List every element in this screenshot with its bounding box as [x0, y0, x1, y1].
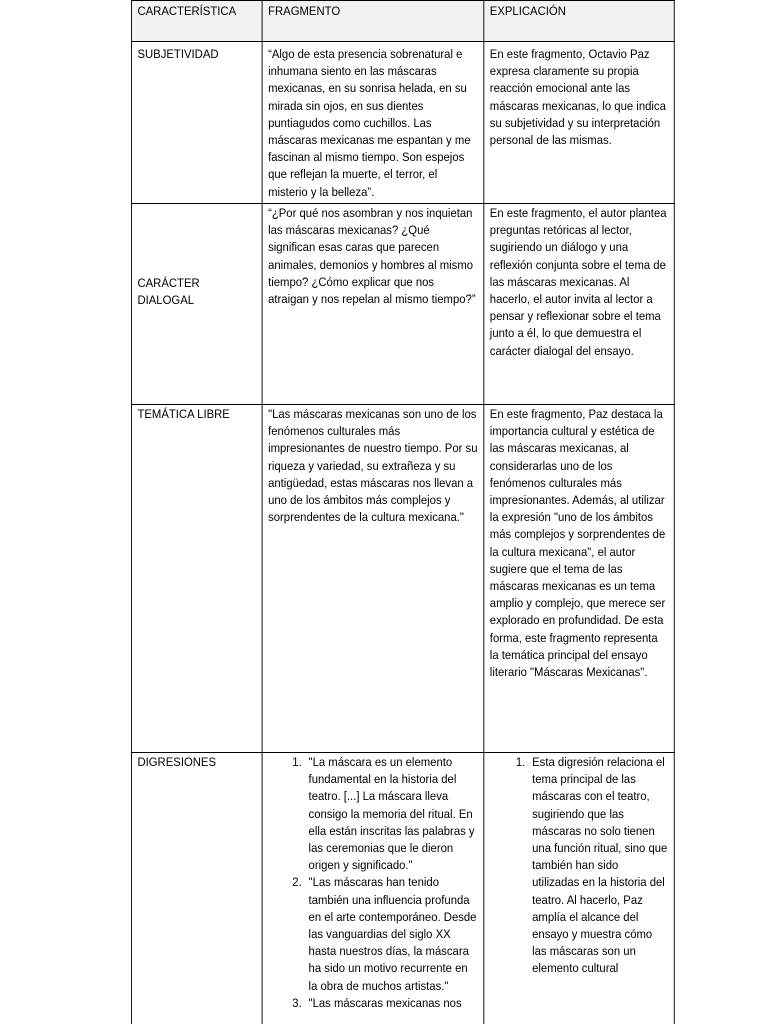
row-characteristic: TEMÁTICA LIBRE	[131, 405, 262, 753]
row-characteristic	[131, 204, 262, 405]
row-fragment: “¿Por qué nos asombran y nos inquietan las máscaras mexicanas? ¿Qué significan esas caras que parecen animales, demonios y hombres al mismo tiempo? ¿Cómo explicar que nos atraigan y nos repelan al mismo tiempo?”	[262, 204, 484, 405]
digression-fragment-list	[268, 754, 478, 1012]
row-explanation: En este fragmento, Paz destaca la importancia cultural y estética de las máscaras mexicanas, al considerarlas uno de los fenómenos culturales más impresionantes. Además, al utilizar la expresión "uno de los ámbitos más complejos y sorprendentes de la cultura mexicana", el autor sugiere que el tema de las máscaras mexicanas es un tema amplio y complejo, que merece ser explorado en profundidad. De esta forma, este fragmento representa la temática principal del ensayo literario "Máscaras Mexicanas".	[484, 405, 674, 753]
row-fragment: “Algo de esta presencia sobrenatural e inhumana siento en las máscaras mexicanas, en su sonrisa helada, en su mirada sin ojos, en sus dientes puntiagudos como cuchillos. Las máscaras mexicanas me espantan y me fascinan al mismo tiempo. Son espejos que reflejan la muerte, el terror, el misterio y la belleza”.	[262, 42, 484, 204]
table-row	[131, 753, 674, 1024]
list-item: 3. "Las máscaras mexicanas nos	[305, 995, 478, 1012]
row-explanation: En este fragmento, el autor plantea preguntas retóricas al lector, sugiriendo un diálogo y una reflexión conjunta sobre el tema de las máscaras mexicanas. Al hacerlo, el autor invita al lector a pensar y reflexionar sobre el tema junto a él, lo que demuestra el carácter dialogal del ensayo.	[484, 204, 674, 405]
list-item: 1. "La máscara es un elemento fundamental en la historia del teatro. [...] La máscara lleva consigo la memoria del ritual. En ella están inscritas las palabras y las ceremonias que le dieron origen y significado."	[305, 754, 478, 874]
table-row	[131, 405, 674, 753]
row-characteristic: SUBJETIVIDAD	[131, 42, 262, 204]
row-explanation: En este fragmento, Octavio Paz expresa claramente su propia reacción emocional ante las máscaras mexicanas, lo que indica su subjetividad y su interpretación personal de las mismas.	[484, 42, 674, 204]
header-fragment: FRAGMENTO	[262, 1, 484, 42]
table-header-row	[131, 1, 674, 42]
table-row	[131, 42, 674, 204]
row-characteristic: DIGRESIONES	[131, 753, 262, 1024]
row-fragment	[262, 753, 484, 1024]
table-row	[131, 204, 674, 405]
row-fragment: "Las máscaras mexicanas son uno de los fenómenos culturales más impresionantes de nuestro tiempo. Por su riqueza y variedad, su extrañeza y su antigüedad, estas máscaras nos llevan a uno de los ámbitos más complejos y sorprendentes de la cultura mexicana."	[262, 405, 484, 753]
list-item: 1. Esta digresión relaciona el tema principal de las máscaras con el teatro, sugiriendo que las máscaras no solo tienen una función ritual, sino que también han sido utilizadas en la historia del teatro. Al hacerlo, Paz amplía el alcance del ensayo y muestra cómo las máscaras son un elemento cultural	[528, 754, 668, 978]
list-item: 2. "Las máscaras han tenido también una influencia profunda en el arte contemporáneo. Desde las vanguardias del siglo XX hasta nuestros días, la máscara ha sido un motivo recurrente en la obra de muchos artistas."	[305, 874, 478, 994]
header-characteristic: CARACTERÍSTICA	[131, 1, 262, 42]
header-explanation: EXPLICACIÓN	[484, 1, 674, 42]
row-characteristic-label: CARÁCTER DIALOGAL	[137, 275, 200, 307]
digression-explanation-list	[490, 754, 668, 978]
row-explanation	[484, 753, 674, 1024]
characteristics-table	[131, 0, 675, 1024]
